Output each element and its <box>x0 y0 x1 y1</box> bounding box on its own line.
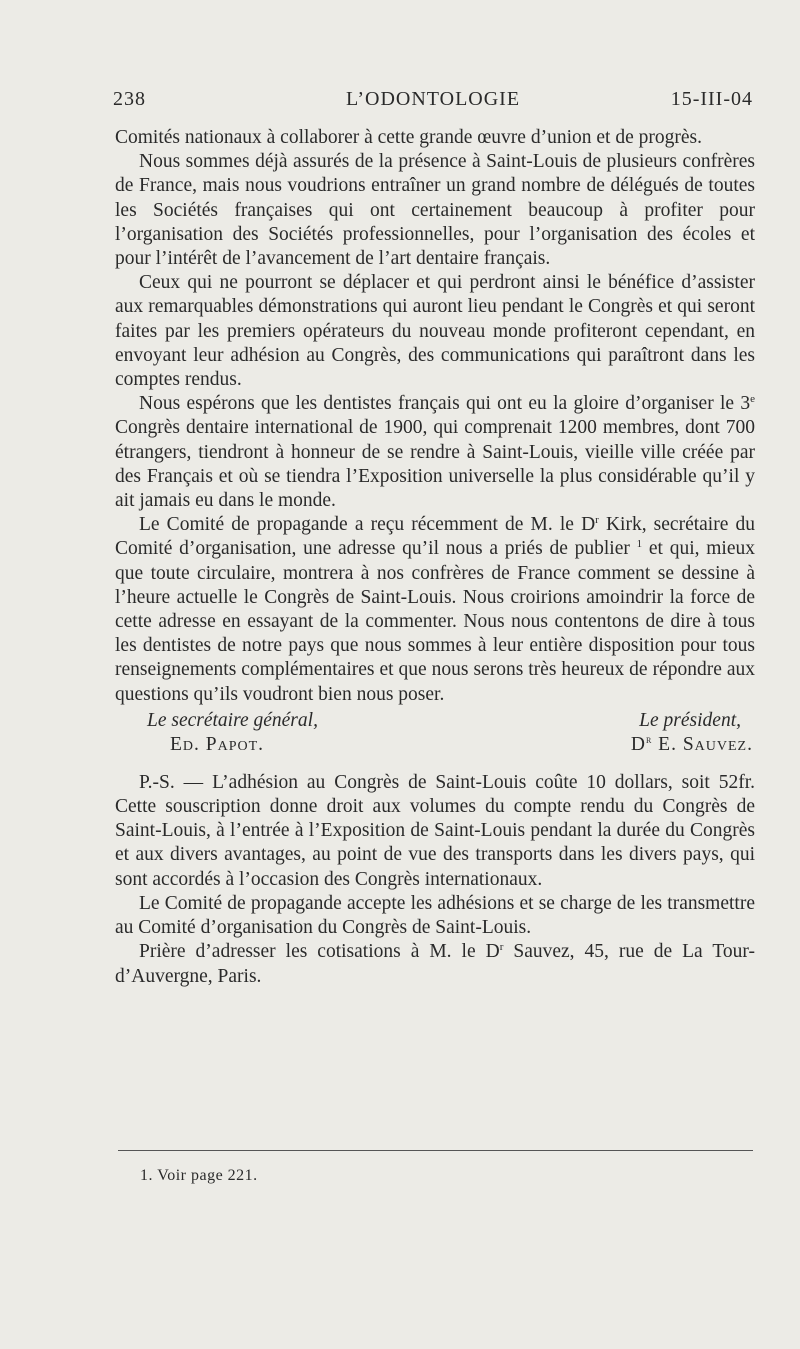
paragraph: P.-S. — L’adhésion au Congrès de Saint-Louis coûte 10 dollars, soit 52fr. Cette souscription donne droit aux volumes du compte rendu du Congrès de Saint-Louis, à l’entrée à l’Exposition de Saint-Louis pendant la durée du Congrès et aux divers avantages, au point de vue des transports dans les divers pays, qui sont accordés à l’occasion des Congrès internationaux. <box>115 771 755 890</box>
president-role: Le président, <box>639 709 741 731</box>
page-number: 238 <box>113 88 146 110</box>
article-body <box>115 126 755 989</box>
secretary-role: Le secrétaire général, <box>147 709 318 731</box>
paragraph: Nous sommes déjà assurés de la présence à Saint-Louis de plusieurs confrères de France, mais nous voudrions entraîner un grand nombre de délégués de toutes les Sociétés françaises qui ont certainement beaucoup à profiter pour l’organisation des Sociétés professionnelles, pour l’organisation des écoles et pour l’intérêt de l’avancement de l’art dentaire français. <box>115 151 755 270</box>
paragraph: Le Comité de propagande accepte les adhésions et se charge de les transmettre au Comité d’organisation du Congrès de Saint-Louis. <box>115 892 755 939</box>
postscript <box>115 771 755 989</box>
paragraph: Ceux qui ne pourront se déplacer et qui perdront ainsi le bénéfice d’assister aux remarquables démonstrations qui auront lieu pendant le Congrès et qui seront faites par les premiers opérateurs du nouveau monde profiteront cependant, en envoyant leur adhésion au Congrès, des communications qui paraîtront dans les comptes rendus. <box>115 272 755 391</box>
journal-title: L’ODONTOLOGIE <box>345 88 521 110</box>
paragraph: Prière d’adresser les cotisations à M. le $D^r$ Sauvez, 45, rue de La Tour-d’Auvergne, Paris. <box>115 941 755 987</box>
signature-block <box>115 709 755 757</box>
paragraph: Nous espérons que les dentistes français qui ont eu la gloire d’organiser le 3e Congrès dentaire international de 1900, qui comprenait 1200 membres, dont 700 étrangers, tiendront à honneur de se rendre à Saint-Louis, vieille ville créée par des Français et où se tiendra l’Exposition universelle la plus considérable qu’il y ait jamais eu dans le monde. <box>115 393 755 512</box>
footnote: 1. Voir page 221. <box>140 1167 258 1184</box>
running-header <box>113 88 753 118</box>
title-superscript: r <box>595 514 599 527</box>
ordinal-superscript: e <box>750 393 755 406</box>
paragraph: Le Comité de propagande a reçu récemment de M. le $D^r$ Kirk, secrétaire du Comité d’organisation, une adresse qu’il nous a priés de publier $^1$ et qui, mieux que toute circulaire, montrera à nos confrères de France comment se dessine à l’heure actuelle le Congrès de Saint-Louis. Nous croirions amoindrir la force de cette adresse en essayant de la commenter. Nous nous contentons de dire à tous les dentistes de notre pays que nous sommes à leur entière disposition pour tous renseignements complémentaires et que nous serons très heureux de répondre aux questions qu’ils voudront bien nous poser. <box>115 514 756 705</box>
footnote-rule <box>118 1150 753 1151</box>
paragraph: Comités nationaux à collaborer à cette grande œuvre d’union et de progrès. <box>115 127 702 148</box>
footnote-reference[interactable]: 1 <box>636 538 643 551</box>
secretary-name: Ed. Papot. <box>170 733 265 755</box>
president-name: $D^r$ E. Sauvez. <box>630 733 753 755</box>
issue-date: 15-III-04 <box>670 88 753 110</box>
